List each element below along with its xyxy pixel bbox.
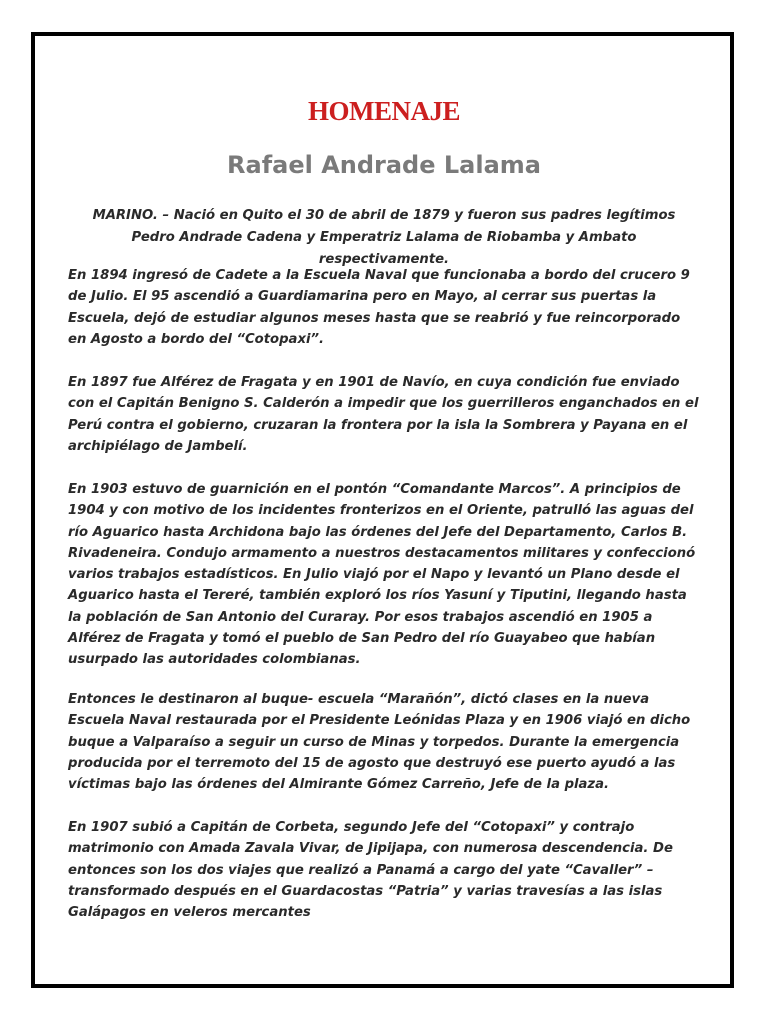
intro-paragraph: MARINO. – Nació en Quito el 30 de abril de 1879 y fueron sus padres legítimos Pedro Andrade Cadena y Emperatriz Lalama de Riobamba y Ambato respectivamente. xyxy=(92,208,676,267)
page-title: HOMENAJE xyxy=(307,96,460,126)
body-paragraph: En 1907 subió a Capitán de Corbeta, segundo Jefe del “Cotopaxi” y contrajo matrimonio con Amada Zavala Vivar, de Jipijapa, con numerosa descendencia. De entonces son los dos viajes que realizó a Panamá a cargo del yate “Cavaller” – transformado después en el Guardacostas “Patria” y varias travesías a las islas Galápagos en veleros mercantes xyxy=(68,820,673,921)
body-paragraph: En 1894 ingresó de Cadete a la Escuela Naval que funcionaba a bordo del crucero 9 de Julio. El 95 ascendió a Guardiamarina pero en Mayo, al cerrar sus puertas la Escuela, dejó de estudiar algunos meses hasta que se reabrió y fue reincorporado en Agosto a bordo del “Cotopaxi”. xyxy=(68,268,690,347)
body-paragraph: En 1897 fue Alférez de Fragata y en 1901 de Navío, en cuya condición fue enviado con el Capitán Benigno S. Calderón a impedir que los guerrilleros enganchados en el Perú contra el gobierno, cruzaran la frontera por la isla la Sombrera y Payana en el archipiélago de Jambelí. xyxy=(68,375,699,454)
body-paragraph: Entonces le destinaron al buque- escuela “Marañón”, dictó clases en la nueva Escuela Naval restaurada por el Presidente Leónidas Plaza y en 1906 viajó en dicho buque a Valparaíso a seguir un curso de Minas y torpedos. Durante la emergencia producida por el terremoto del 15 de agosto que destruyó ese puerto ayudó a las víctimas bajo las órdenes del Almirante Gómez Carreño, Jefe de la plaza. xyxy=(68,692,691,793)
page-subtitle: Rafael Andrade Lalama xyxy=(227,151,541,179)
body-paragraph: En 1903 estuvo de guarnición en el pontón “Comandante Marcos”. A principios de 1904 y con motivo de los incidentes fronterizos en el Oriente, patrulló las aguas del río Aguarico hasta Archidona bajo las órdenes del Jefe del Departamento, Carlos B. Rivadeneira. Condujo armamento a nuestros destacamentos militares y confeccionó varios trabajos estadísticos. En Julio viajó por el Napo y levantó un Plano desde el Aguarico hasta el Tereré, también exploró los ríos Yasuní y Tiputini, llegando hasta la población de San Antonio del Curaray. Por esos trabajos ascendió en 1905 a Alférez de Fragata y tomó el pueblo de San Pedro del río Guayabeo que habían usurpado las autoridades colombianas. xyxy=(68,482,696,668)
